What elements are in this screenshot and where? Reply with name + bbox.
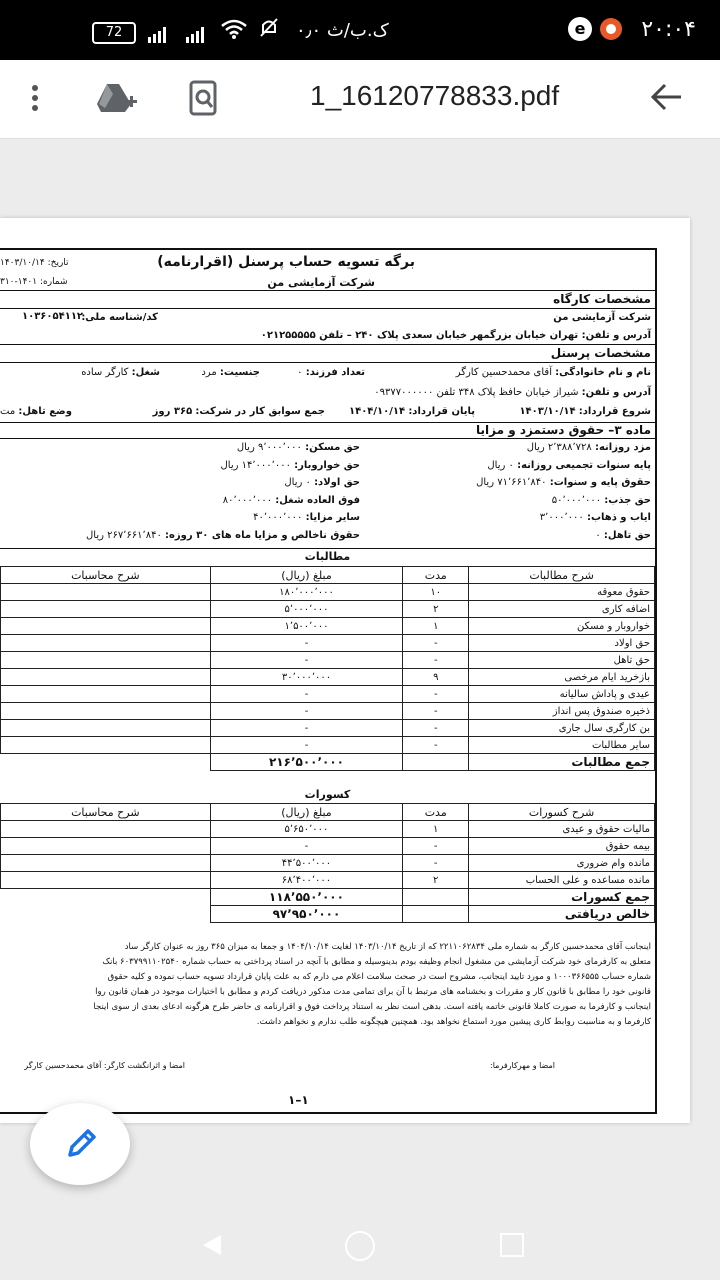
declaration-line: متعلق به کارفرمای خود شرکت آزمایشی من مشغول انجام وظیفه بودم بدینوسیله و مطابق با آنچه در اسناد پرداختی به حساب شماره ۶۰۳۷۹۹۱۱۰۲۵۴۰ بانک — [102, 957, 651, 967]
row-description: حق اولاد — [469, 635, 655, 652]
row-amount: - — [210, 838, 403, 855]
back-arrow-icon[interactable] — [650, 82, 684, 116]
benefit-item-label: فوق العاده شغل: — [275, 494, 360, 506]
signal-icon-2 — [186, 24, 206, 42]
benefit-item-value: ۴۰٬۰۰۰٬۰۰۰ — [253, 512, 303, 523]
claims-total-label: جمع مطالبات — [469, 754, 655, 771]
row-duration: - — [403, 652, 469, 669]
children-label: تعداد فرزند: — [305, 367, 365, 378]
doc-title: برگه تسویه حساب پرسنل (اقرارنامه) — [157, 254, 415, 270]
salary-item-label: ایاب و ذهاب: — [586, 512, 651, 523]
net-total-value: ۹۷٬۹۵۰٬۰۰۰ — [210, 906, 403, 923]
salary-item-label: حقوق پایه و سنوات: — [549, 477, 651, 488]
table-row — [1, 584, 655, 601]
pencil-icon — [64, 1127, 98, 1161]
row-calculation — [1, 601, 211, 618]
row-duration: - — [403, 838, 469, 855]
file-title: 1_16120778833.pdf — [310, 80, 560, 111]
empty-cell — [403, 754, 469, 771]
column-header: مبلغ (ریال) — [210, 804, 403, 821]
benefit-item-value: ۰ ریال — [284, 477, 311, 488]
row-description: بیمه حقوق — [469, 838, 655, 855]
deductions-table — [0, 803, 655, 923]
row-duration: - — [403, 703, 469, 720]
benefit-item-value: ۱۴٬۰۰۰٬۰۰۰ ریال — [220, 459, 291, 471]
declaration-line: اینجانب و کارفرما به صورت کاملا قانونی خاتمه یافته است. بدهی است نظر به استناد پرداخت فوق و اقرارنامه ی حاضر طرح هرگونه ادعای بعدی از سوی اینجا — [93, 1002, 651, 1012]
contract-start: ۱۴۰۳/۱۰/۱۴ — [519, 406, 576, 417]
row-description: مانده وام ضروری — [469, 855, 655, 872]
benefit-item-value: ۹٬۰۰۰٬۰۰۰ ریال — [236, 442, 302, 453]
row-calculation — [1, 618, 211, 635]
deductions-title: کسورات — [304, 788, 351, 801]
row-description: حقوق معوقه — [469, 584, 655, 601]
gender: مرد — [201, 367, 217, 378]
salary-item-value: ۳٬۰۰۰٬۰۰۰ — [539, 512, 584, 523]
row-duration: ۲ — [403, 872, 469, 889]
contract-end-label: پایان قرارداد: — [408, 406, 475, 417]
table-row — [1, 838, 655, 855]
salary-item-value: ۲٬۳۸۸٬۷۲۸ ریال — [526, 442, 592, 453]
row-amount: - — [210, 720, 403, 737]
column-header: شرح کسورات — [469, 804, 655, 821]
claims-total-value: ۲۱۶٬۵۰۰٬۰۰۰ — [210, 754, 403, 771]
salary-item-label: مزد روزانه: — [594, 442, 651, 453]
row-description: خواروبار و مسکن — [469, 618, 655, 635]
table-row — [1, 635, 655, 652]
column-header: مبلغ (ریال) — [210, 567, 403, 584]
children-count: ۰ — [297, 367, 303, 378]
tenure-label: جمع سوابق کار در شرکت: — [195, 406, 325, 417]
empty-cell — [1, 754, 211, 771]
page-number: ۱–۱ — [288, 1093, 309, 1107]
find-in-page-icon[interactable] — [188, 80, 220, 120]
claims-table — [0, 566, 655, 771]
row-amount: ۶۸٬۴۰۰٬۰۰۰ — [210, 872, 403, 889]
employer-signature-label: امضا و مهرکارفرما: — [490, 1061, 555, 1070]
net-total — [1, 906, 655, 923]
doc-number: شماره: ۱۴۰۱-۳۱۰ — [0, 277, 68, 287]
employee-name: آقای محمدحسین کارگر — [455, 367, 552, 378]
salary-header: ماده ۳– حقوق دستمزد و مزایا — [476, 423, 651, 437]
table-row — [1, 601, 655, 618]
row-description: سایر مطالبات — [469, 737, 655, 754]
declaration-line: شماره حساب ۱۰۰۰۳۶۶۵۵۵ و مورد تایید اینجانب، مشروح است در صحت سلامت اعلام می دارم که به علت پایان قرارداد تسویه حساب نموده و کلیه حقوق — [107, 972, 651, 982]
job-title: کارگر ساده — [81, 367, 129, 378]
benefit-item-value: ۲۶۷٬۶۶۱٬۸۴۰ ریال — [86, 529, 162, 541]
benefit-item-label: حق خواروبار: — [294, 459, 360, 471]
row-amount: - — [210, 703, 403, 720]
row-description: عیدی و پاداش سالیانه — [469, 686, 655, 703]
benefit-item-value: ۸۰٬۰۰۰٬۰۰۰ — [222, 494, 273, 506]
national-id: ۱۰۳۶۰۵۴۱۱۲ — [22, 311, 84, 322]
address-label: آدرس و تلفن: — [581, 330, 651, 341]
app-notification-icon: e — [568, 17, 592, 41]
personnel-header: مشخصات پرسنل — [550, 346, 651, 360]
empty-cell — [403, 889, 469, 906]
salary-item-value: ۵۰٬۰۰۰٬۰۰۰ — [551, 494, 602, 506]
row-amount: - — [210, 737, 403, 754]
row-amount: ۵٬۰۰۰٬۰۰۰ — [210, 601, 403, 618]
declaration-line: کارفرما و به مناسبت روابط کاری پیشین مورد استماع نخواهد بود. همچنین هیچگونه طلب ندارم و نخواهم داشت. — [256, 1017, 651, 1027]
table-row — [1, 703, 655, 720]
battery-icon — [92, 22, 136, 44]
row-calculation — [1, 821, 211, 838]
claims-total — [1, 754, 655, 771]
workshop-address: تهران خیابان بزرگمهر خیابان سعدی پلاک ۲۴۰ – تلفن ۰۲۱۲۵۵۵۵۵ — [260, 330, 579, 341]
row-amount: ۳۰٬۰۰۰٬۰۰۰ — [210, 669, 403, 686]
table-row — [1, 669, 655, 686]
silent-icon — [258, 16, 280, 44]
job-label: شغل: — [131, 367, 160, 378]
settlement-form — [0, 248, 657, 1114]
row-calculation — [1, 686, 211, 703]
salary-item-value: ۰ — [595, 529, 601, 541]
empty-cell — [403, 906, 469, 923]
row-duration: - — [403, 635, 469, 652]
clock: ۲۰:۰۴ — [641, 17, 696, 42]
network-speed: ۰٫۰ ک.ب/ث — [296, 20, 389, 41]
row-calculation — [1, 838, 211, 855]
navigation-bar — [0, 1200, 720, 1280]
pdf-page — [0, 218, 690, 1123]
row-duration: - — [403, 737, 469, 754]
workshop-name: شرکت آزمایشی من — [553, 312, 651, 323]
row-duration: ۱۰ — [403, 584, 469, 601]
column-header: شرح مطالبات — [469, 567, 655, 584]
row-amount: ۱٬۵۰۰٬۰۰۰ — [210, 618, 403, 635]
salary-item-value: ۷۱٬۶۶۱٬۸۴۰ ریال — [476, 477, 547, 488]
edit-button[interactable] — [30, 1103, 130, 1185]
nav-recent-apps-icon[interactable] — [500, 1233, 524, 1257]
wifi-icon — [220, 18, 248, 46]
name-label: نام و نام خانوادگی: — [555, 367, 651, 378]
row-description: مالیات حقوق و عیدی — [469, 821, 655, 838]
nav-home-icon[interactable] — [345, 1231, 375, 1261]
empty-cell — [1, 889, 211, 906]
row-duration: - — [403, 855, 469, 872]
add-to-drive-icon[interactable] — [97, 82, 137, 118]
benefit-item-label: حقوق ناخالص و مزایا ماه های ۳۰ روزه: — [165, 529, 360, 541]
row-calculation — [1, 872, 211, 889]
row-description: ذخیره صندوق پس انداز — [469, 703, 655, 720]
row-duration: ۲ — [403, 601, 469, 618]
tenure: ۳۶۵ روز — [152, 406, 193, 417]
row-calculation — [1, 737, 211, 754]
contract-start-label: شروع قرارداد: — [578, 406, 651, 417]
benefit-item-label: حق اولاد: — [314, 477, 360, 488]
column-header: شرح محاسبات — [1, 567, 211, 584]
row-duration: - — [403, 720, 469, 737]
nav-back-icon[interactable] — [203, 1235, 221, 1255]
address2-label: آدرس و تلفن: — [581, 387, 651, 398]
row-description: مانده مساعده و علی الحساب — [469, 872, 655, 889]
column-header: شرح محاسبات — [1, 804, 211, 821]
salary-item-value: ۰ ریال — [487, 459, 514, 471]
column-header: مدت — [403, 567, 469, 584]
row-calculation — [1, 652, 211, 669]
row-calculation — [1, 584, 211, 601]
doc-company: شرکت آزمایشی من — [267, 276, 375, 289]
app-bar — [0, 60, 720, 139]
benefit-item-label: حق مسکن: — [305, 442, 360, 453]
row-calculation — [1, 720, 211, 737]
status-bar — [0, 0, 720, 60]
national-id-label: کد/شناسه ملی: — [81, 312, 158, 323]
table-row — [1, 737, 655, 754]
declaration-line: قانونی خود را مطابق با قانون کار و مقررات و بخشنامه های مرتبط با آن برای تمامی مدت مذکور دریافت کردم و مطابق با اختیارات موجود در همان قانون روا — [95, 987, 651, 997]
row-amount: ۱۸۰٬۰۰۰٬۰۰۰ — [210, 584, 403, 601]
row-description: بن کارگری سال جاری — [469, 720, 655, 737]
table-row — [1, 720, 655, 737]
row-description: بازخرید ایام مرخصی — [469, 669, 655, 686]
workshop-header: مشخصات کارگاه — [553, 292, 651, 306]
row-duration: ۱ — [403, 618, 469, 635]
declaration-line: اینجانب آقای محمدحسین کارگر به شماره ملی ۲۲۱۱۰۶۲۸۳۴ که از تاریخ ۱۴۰۳/۱۰/۱۴ لغایت ۱۴۰۴/۱۰/۱۴ و جمعا به میزان ۳۶۵ روز به عنوان کارگر ساد — [124, 942, 651, 952]
row-amount: - — [210, 686, 403, 703]
marital-label: وضع تاهل: — [18, 406, 72, 417]
table-row — [1, 686, 655, 703]
row-duration: ۹ — [403, 669, 469, 686]
row-amount: - — [210, 652, 403, 669]
table-row — [1, 618, 655, 635]
table-row — [1, 855, 655, 872]
salary-item-label: پایه سنوات تجمیعی روزانه: — [517, 459, 651, 471]
deductions-total-value: ۱۱۸٬۵۵۰٬۰۰۰ — [210, 889, 403, 906]
deductions-total-label: جمع کسورات — [469, 889, 655, 906]
worker-signature-label: امضا و اثرانگشت کارگر: آقای محمدحسین کارگر — [24, 1061, 185, 1070]
row-calculation — [1, 635, 211, 652]
doc-date: تاریخ: ۱۴۰۳/۱۰/۱۴ — [0, 258, 69, 268]
declaration-paragraph — [0, 940, 651, 1036]
table-row — [1, 872, 655, 889]
row-duration: ۱ — [403, 821, 469, 838]
deductions-total — [1, 889, 655, 906]
empty-cell — [1, 906, 211, 923]
row-amount: ۴۴٬۵۰۰٬۰۰۰ — [210, 855, 403, 872]
net-total-label: خالص دریافتی — [469, 906, 655, 923]
column-header: مدت — [403, 804, 469, 821]
row-amount: ۵٬۶۵۰٬۰۰۰ — [210, 821, 403, 838]
battery-level: 72 — [105, 25, 123, 40]
row-description: حق تاهل — [469, 652, 655, 669]
row-calculation — [1, 855, 211, 872]
table-row — [1, 652, 655, 669]
row-calculation — [1, 669, 211, 686]
salary-item-label: حق تاهل: — [603, 529, 651, 541]
benefit-item-label: سایر مزایا: — [305, 512, 360, 523]
gender-label: جنسیت: — [219, 367, 260, 378]
signal-icon — [148, 24, 168, 42]
row-calculation — [1, 703, 211, 720]
row-duration: - — [403, 686, 469, 703]
marital-status: مت — [0, 406, 16, 417]
contract-end: ۱۴۰۴/۱۰/۱۴ — [348, 406, 406, 417]
table-header-row — [1, 804, 655, 821]
employee-address: شیراز خیابان حافظ پلاک ۳۴۸ تلفن ۰۹۳۷۷۰۰۰۰۰۰ — [374, 387, 579, 398]
table-header-row — [1, 567, 655, 584]
table-row — [1, 821, 655, 838]
more-options-icon[interactable] — [32, 82, 40, 115]
row-description: اضافه کاری — [469, 601, 655, 618]
salary-item-label: حق جذب: — [604, 494, 651, 506]
recorder-icon — [600, 18, 622, 40]
claims-title: مطالبات — [304, 550, 351, 563]
row-amount: - — [210, 635, 403, 652]
